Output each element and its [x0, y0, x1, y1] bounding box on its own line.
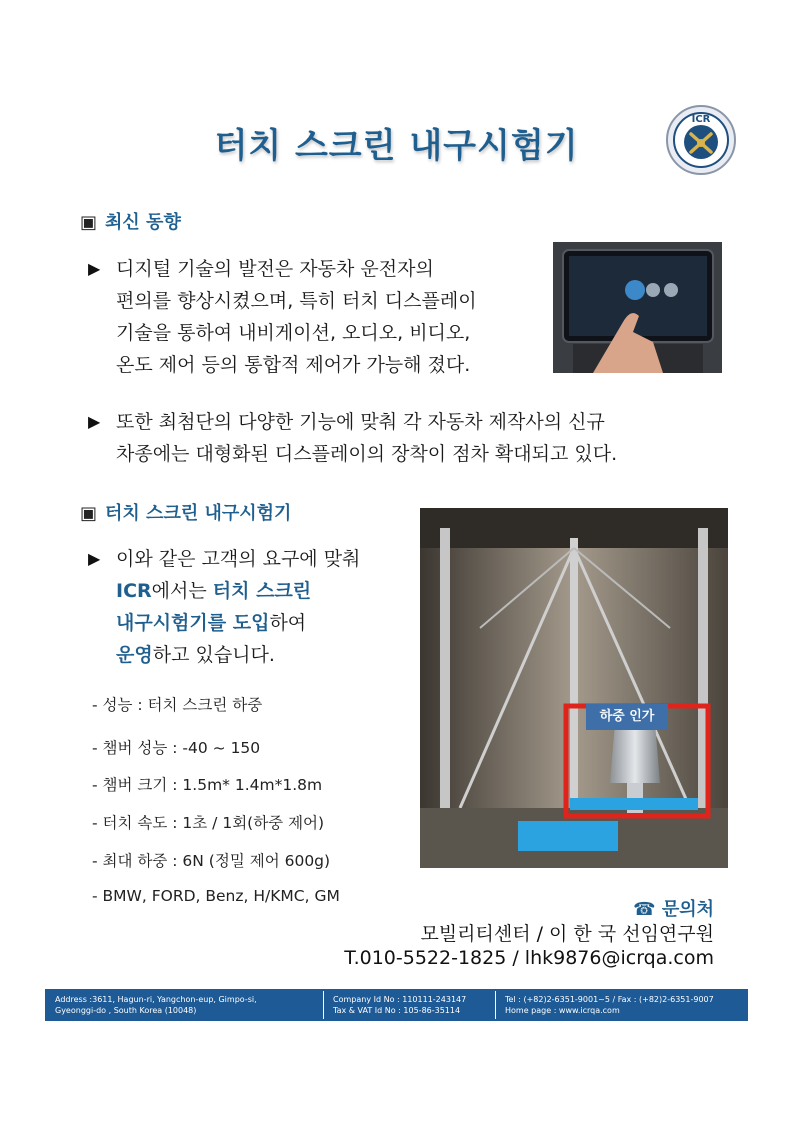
spec-item: - BMW, FORD, Benz, H/KMC, GM — [92, 887, 340, 905]
footer-address: Address :3611, Hagun-ri, Yangchon-eup, Gimpo-si, Gyeonggi-do , South Korea (10048) — [55, 995, 257, 1015]
tester-machine-photo — [420, 508, 728, 868]
contact-heading: ☎ 문의처 — [633, 899, 714, 920]
bullet-digital-tech — [88, 253, 548, 381]
footer-contact: Tel : (+82)2-6351-9001~5 / Fax : (+82)2-6351-9007 Home page : www.icrqa.com — [505, 995, 714, 1015]
bullet-display-trend — [88, 406, 728, 470]
bullet-line: 기술을 통하여 내비게이션, 오디오, 비디오, — [116, 322, 471, 344]
footer-homepage-link[interactable]: Home page : www.icrqa.com — [505, 1006, 620, 1015]
dashboard-touch-photo — [553, 242, 722, 373]
section-heading-tester — [80, 499, 291, 525]
icr-logo — [665, 104, 737, 176]
bullet-line: 디지털 기술의 발전은 자동차 운전자의 — [116, 258, 434, 280]
spec-item: - 성능 : 터치 스크린 하중 — [92, 696, 263, 714]
contact-person: 모빌리티센터 / 이 한 국 선임연구원 — [420, 923, 714, 945]
load-label: 하중 인가 — [599, 709, 655, 724]
phone-icon: ☎ — [633, 899, 656, 920]
section-heading-text: 터치 스크린 내구시험기 — [105, 503, 292, 524]
page-title: 터치 스크린 내구시험기 — [214, 126, 579, 166]
bullet-line: 편의를 향상시켰으며, 특히 터치 디스플레이 — [116, 290, 477, 312]
bullet-line: 온도 제어 등의 통합적 제어가 가능해 졌다. — [116, 354, 471, 376]
section-marker: ▣ — [80, 503, 98, 524]
section-heading-text: 최신 동향 — [105, 212, 181, 233]
spec-item: - 챔버 크기 : 1.5m* 1.4m*1.8m — [92, 776, 323, 794]
bullet-line: 내구시험기를 도입하여 — [116, 612, 307, 634]
spec-item: - 최대 하중 : 6N (정밀 제어 600g) — [92, 852, 331, 870]
logo-letters: ICR — [691, 114, 711, 125]
bullet-icr-tester — [88, 543, 418, 671]
spec-item: - 챔버 성능 : -40 ~ 150 — [92, 739, 261, 757]
bullet-line: 차종에는 대형화된 디스플레이의 장착이 점차 확대되고 있다. — [116, 443, 618, 465]
arrow-icon: ▶ — [88, 549, 101, 568]
footer-company-ids: Company Id No : 110111-243147 Tax & VAT Id No : 105-86-35114 — [333, 995, 467, 1015]
arrow-icon: ▶ — [88, 412, 101, 431]
bullet-line: 이와 같은 고객의 요구에 맞춰 — [116, 548, 361, 570]
arrow-icon: ▶ — [88, 259, 101, 278]
bullet-line: ICR에서는 터치 스크린 — [116, 580, 312, 602]
footer-bar — [45, 989, 748, 1021]
spec-item: - 터치 속도 : 1초 / 1회(하중 제어) — [92, 814, 325, 832]
bullet-line: 운영하고 있습니다. — [116, 644, 275, 666]
section-marker: ▣ — [80, 212, 98, 233]
bullet-line: 또한 최첨단의 다양한 기능에 맞춰 각 자동차 제작사의 신규 — [116, 411, 605, 433]
contact-phone-email: T.010-5522-1825 / lhk9876@icrqa.com — [344, 947, 714, 969]
section-heading-trends — [80, 208, 181, 234]
